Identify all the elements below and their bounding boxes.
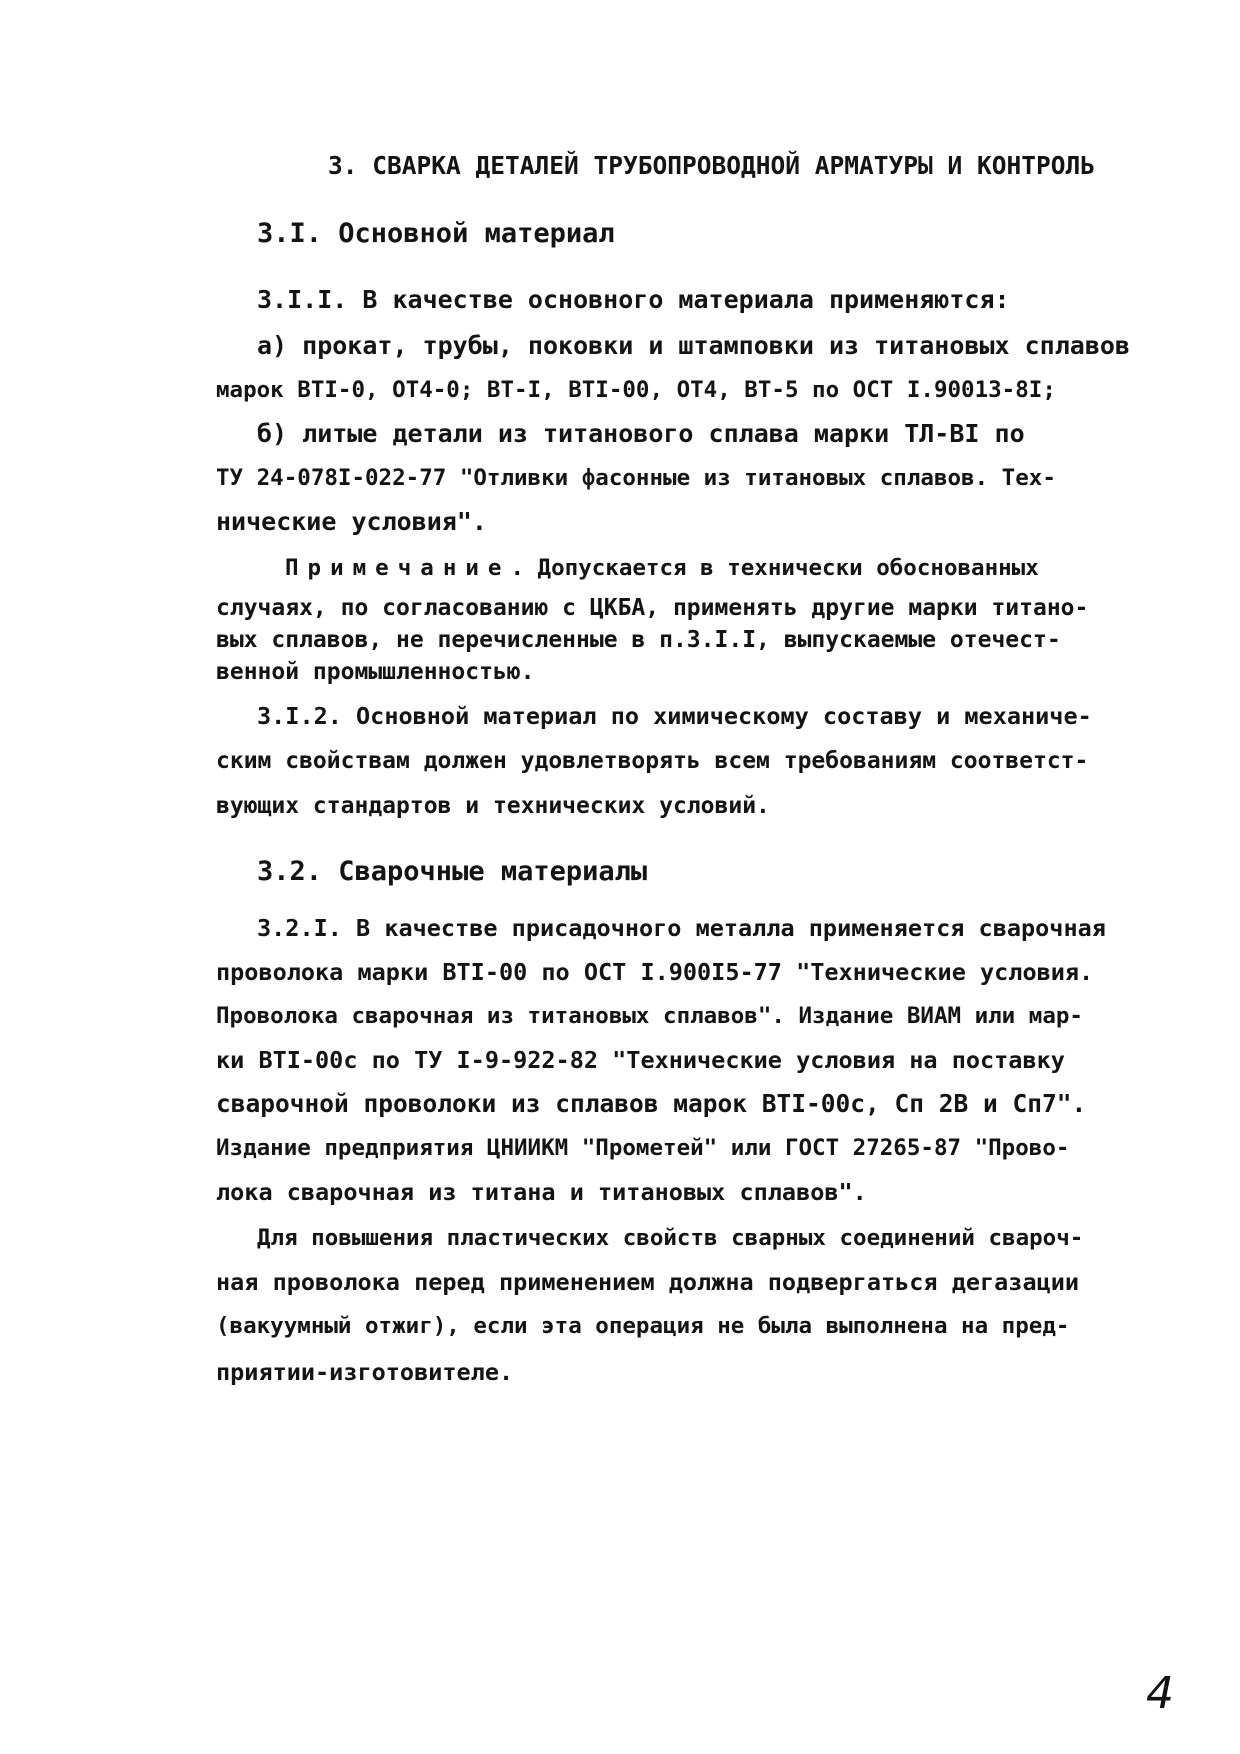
paragraph-line: ная проволока перед применением должна подвергаться дегазации: [216, 1268, 1080, 1296]
paragraph-line: сварочной проволоки из сплавов марок ВТI-00с, Сп 2В и Сп7".: [216, 1089, 1087, 1118]
paragraph-line: проволока марки ВТI-00 по ОСТ I.900I5-77 "Технические условия.: [216, 958, 1094, 986]
paragraph-line: 3.I.I. В качестве основного материала применяются:: [257, 285, 1010, 314]
note-label: Примечание: [285, 555, 511, 581]
paragraph-line: 3.I.2. Основной материал по химическому составу и механиче-: [257, 702, 1092, 730]
paragraph-line: Для повышения пластических свойств сварных соединений свароч-: [257, 1225, 1084, 1251]
paragraph-line: марок ВТI-0, ОТ4-0; ВТ-I, ВТI-00, ОТ4, ВТ-5 по ОСТ I.90013-8I;: [216, 377, 1056, 403]
note-line: вых сплавов, не перечисленные в п.3.I.I, выпускаемые отечест-: [216, 627, 1061, 653]
paragraph-line: приятии-изготовителе.: [216, 1358, 514, 1386]
note-line: случаях, по согласованию с ЦКБА, применять другие марки титано-: [216, 595, 1089, 621]
note-line: венной промышленностью.: [216, 659, 535, 685]
paragraph-line: вующих стандартов и технических условий.: [216, 793, 770, 819]
paragraph-line: ТУ 24-078I-022-77 "Отливки фасонные из титановых сплавов. Тех-: [216, 465, 1056, 491]
paragraph-line: б) литые детали из титанового сплава марки ТЛ-ВI по: [257, 419, 1025, 448]
paragraph-line: 3.2.I. В качестве присадочного металла применяется сварочная: [257, 914, 1106, 942]
page-number: 4: [1146, 1668, 1174, 1719]
paragraph-line: Проволока сварочная из титановых сплавов". Издание ВИАМ или мар-: [216, 1003, 1083, 1029]
paragraph-line: Издание предприятия ЦНИИКМ "Прометей" или ГОСТ 27265-87 "Прово-: [216, 1135, 1070, 1161]
subsection-heading-3-2: 3.2. Сварочные материалы: [257, 856, 648, 887]
paragraph-line: ским свойствам должен удовлетворять всем требованиям соответст-: [216, 748, 1089, 774]
subsection-heading-3-1: 3.I. Основной материал: [257, 218, 615, 249]
section-title: 3. СВАРКА ДЕТАЛЕЙ ТРУБОПРОВОДНОЙ АРМАТУРЫ И КОНТРОЛЬ: [328, 151, 1096, 180]
note-first-line: [285, 552, 1039, 584]
paragraph-line: (вакуумный отжиг), если эта операция не была выполнена на пред-: [216, 1313, 1070, 1339]
note-text: . Допускается в технически обоснованных: [510, 555, 1039, 581]
paragraph-line: лока сварочная из титана и титановых сплавов".: [216, 1178, 867, 1206]
paragraph-line: ки ВТI-00с по ТУ I-9-922-82 "Технические условия на поставку: [216, 1046, 1065, 1074]
paragraph-line: нические условия".: [216, 507, 487, 536]
paragraph-line: а) прокат, трубы, поковки и штамповки из титановых сплавов: [257, 331, 1130, 360]
